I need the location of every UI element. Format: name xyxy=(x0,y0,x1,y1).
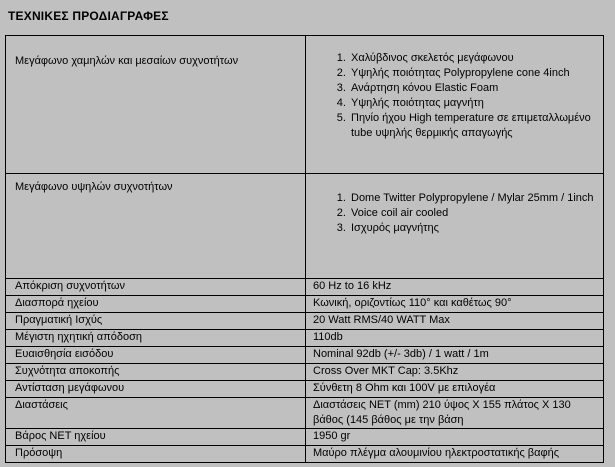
spec-label: Πραγματική Ισχύς xyxy=(6,313,306,330)
woofer-label: Μεγάφωνο χαμηλών και μεσαίων συχνοτήτων xyxy=(6,36,306,174)
spec-value: Μαύρο πλέγμα αλουμινίου ηλεκτροστατικής βαφής xyxy=(306,446,604,463)
list-item: 3. Ισχυρός μαγνήτης xyxy=(349,221,603,236)
spec-value: 110db xyxy=(306,330,604,347)
table-row xyxy=(6,446,604,463)
tweeter-label: Μεγάφωνο υψηλών συχνοτήτων xyxy=(6,174,306,279)
tweeter-features xyxy=(306,174,604,279)
spec-label: Απόκριση συχνοτήτων xyxy=(6,279,306,296)
spec-label: Βάρος NET ηχείου xyxy=(6,429,306,446)
table-row xyxy=(6,398,604,429)
table-row xyxy=(6,364,604,381)
list-item: 1. Dome Twitter Polypropylene / Mylar 25mm / 1inch xyxy=(349,191,603,206)
table-row-woofer xyxy=(6,36,604,174)
page-title: ΤΕΧΝΙΚΕΣ ΠΡΟΔΙΑΓΡΑΦΕΣ xyxy=(8,9,169,23)
table-row xyxy=(6,381,604,398)
list-item: 3. Ανάρτηση κόνου Elastic Foam xyxy=(349,81,603,96)
tweeter-feature-list xyxy=(315,191,603,236)
table-row xyxy=(6,429,604,446)
spec-label: Πρόσοψη xyxy=(6,446,306,463)
list-item: 2. Voice coil air cooled xyxy=(349,206,603,221)
list-item: 4. Υψηλής ποιότητας μαγνήτη xyxy=(349,96,603,111)
list-item: 5. Πηνίο ήχου High temperature σε επιμεταλλωμένο tube υψηλής θερμικής απαγωγής xyxy=(349,111,603,141)
spec-value: Σύνθετη 8 Ohm και 100V με επιλογέα xyxy=(306,381,604,398)
spec-value: Κωνική, οριζοντίως 110° και καθέτως 90° xyxy=(306,296,604,313)
spec-value: 20 Watt RMS/40 WATT Max xyxy=(306,313,604,330)
spec-value: Nominal 92db (+/- 3db) / 1 watt / 1m xyxy=(306,347,604,364)
spec-label: Διαστάσεις xyxy=(6,398,306,429)
spec-label: Διασπορά ηχείου xyxy=(6,296,306,313)
table-row xyxy=(6,279,604,296)
spec-table xyxy=(5,35,604,463)
list-item: 1. Χαλύβδινος σκελετός μεγάφωνου xyxy=(349,51,603,66)
spec-label: Ευαισθησία εισόδου xyxy=(6,347,306,364)
woofer-features xyxy=(306,36,604,174)
spec-value: Cross Over MKT Cap: 3.5Khz xyxy=(306,364,604,381)
table-row xyxy=(6,330,604,347)
table-row-tweeter xyxy=(6,174,604,279)
table-row xyxy=(6,296,604,313)
table-row xyxy=(6,313,604,330)
woofer-feature-list xyxy=(315,51,603,141)
spec-value: Διαστάσεις NET (mm) 210 ύψος X 155 πλάτος X 130 βάθος (145 βάθος με την βάση xyxy=(306,398,604,429)
spec-value: 60 Hz to 16 kHz xyxy=(306,279,604,296)
spec-label: Συχνότητα αποκοπής xyxy=(6,364,306,381)
spec-value: 1950 gr xyxy=(306,429,604,446)
spec-label: Αντίσταση μεγάφωνου xyxy=(6,381,306,398)
spec-label: Μέγιστη ηχητική απόδοση xyxy=(6,330,306,347)
list-item: 2. Υψηλής ποιότητας Polypropylene cone 4inch xyxy=(349,66,603,81)
table-row xyxy=(6,347,604,364)
